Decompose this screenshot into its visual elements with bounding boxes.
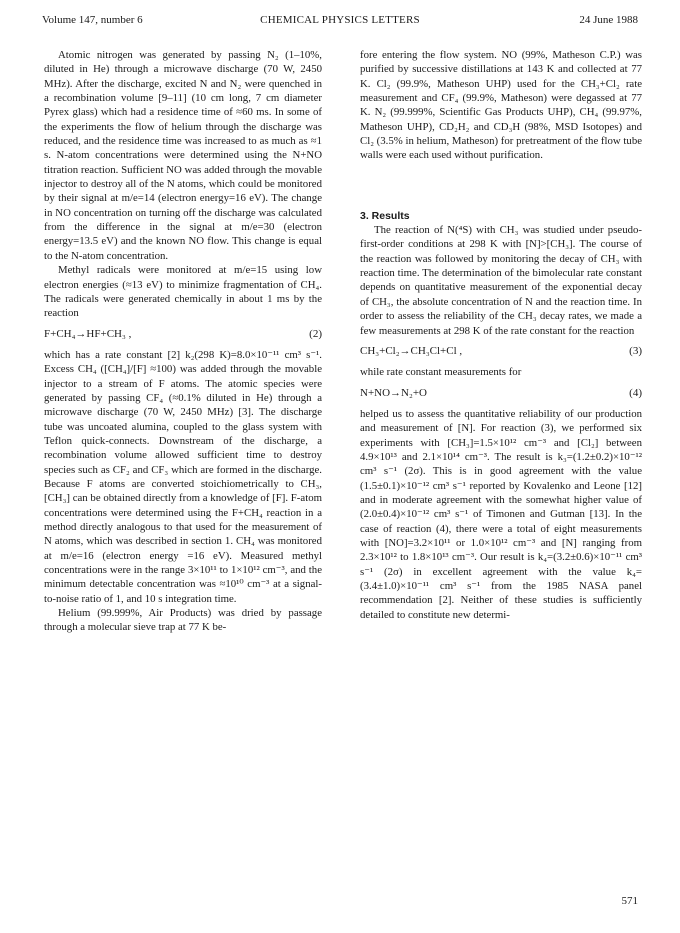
equation-2-number: (2) [309,327,322,340]
paragraph-purification: fore entering the flow system. NO (99%, Matheson C.P.) was purified by successive distillations at 143 K and collected at 77 K. Cl₂ (99.9%, Matheson UHP) used for the CH₃+Cl₂ rate measurement and CF₄ (99.9%, Matheson) were degassed at 77 K. N₂ (99.999%, Scientific Gas Products UHP), CH₄ (99.97%, Matheson UHP), CD₂H₂ and CD₃H (98%, MSD Isotopes) and Cl₂ (3.5% in helium, Matheson) for pretreatment of the flow tube walls were each used without purification. [360,49,643,162]
paragraph-rate-constant: which has a rate constant [2] k₂(298 K)=8.0×10⁻¹¹ cm³ s⁻¹. Excess CH₄ ([CH₄]/[F] ≈100) was added through the movable injector to a stream of F atoms. The atomic species were generated by passing CF₄ (≈0.1% diluted in He) through a microwave discharge (70 W, 2450 MHz) [3]. The discharge tube was uncoated alumina, coupled to the glass system with Teflon quick-connects. Downstream of the discharge, a recombination volume allowed sufficient time to destroy species such as CF₂ and CF₃ which are formed in the discharge. Because F atoms are converted stoichiometrically to CH₃, [CH₃] can be obtained directly from a knowledge of [F]. F-atom concentrations were determined using the F+CH₄ reaction in a method directly analogous to that used for the measurement of N atoms, which was described in section 1. CH₄ was monitored at m/e=16 (electron energy =16 eV). Measured methyl concentrations were in the range 3×10¹¹ to 1×10¹² cm⁻³, and the minimum detectable concentration was ≈10¹⁰ cm⁻³ at a signal-to-noise ratio of 1, and 10 s integration time. [44,348,322,605]
issue-date: 24 June 1988 [579,14,638,26]
equation-3-text: CH₃+Cl₂→CH₃Cl+Cl , [360,344,463,357]
equation-3-number: (3) [629,344,642,357]
equation-2 [44,327,322,341]
right-column [360,48,642,622]
paragraph-nitrogen-generation: Atomic nitrogen was generated by passing N₂ (1–10%, diluted in He) through a microwave discharge (70 W, 2450 MHz). After the discharge, excited N and N₂ were quenched in a recombination volume [9–11] (10 cm long, 7 cm diameter Pyrex glass) which had a residence time of ≈60 ms. In some of the experiments the flow of helium through the discharge was reduced, and the residence time was increased to as much as ≈1 s. N-atom concentrations were determined using the N+NO titration reaction. Sufficient NO was added through the movable injector to destroy all of the N atoms, which could be monitored by their signal at m/e=14 (electron energy=16 eV). The change in NO concentration on turning off the discharge was calculated from the difference in the signal at m/e=30 (electron energy=13.5 eV) and the known NO flow. This change is equal to the N-atom concentration. [44,49,322,262]
section-heading-results: 3. Results [360,209,410,222]
page-number: 571 [621,895,638,907]
volume-label: Volume 147, number 6 [42,14,143,26]
left-column [44,48,322,635]
paragraph-results-intro: The reaction of N(⁴S) with CH₃ was studied under pseudo-first-order conditions at 298 K with [N]>[CH₃]. The course of the reaction was followed by monitoring the decay of CH₃ with reaction time. The determination of the bimolecular rate constant depends on quantitative measurement of the exponential decay of CH₃, the absolute concentration of N and the reaction time. In order to assess the reliability of the CH₃ decay rates, we made a few measurements at 298 K of the rate constant for the reaction [360,224,642,337]
journal-title: CHEMICAL PHYSICS LETTERS [260,14,420,26]
paragraph-methyl-radicals: Methyl radicals were monitored at m/e=15 using low electron energies (≈13 eV) to minimize fragmentation of CH₄. The radicals were generated chemically in about 1 ms by the reaction [44,264,322,320]
equation-4-text: N+NO→N₂+O [360,386,427,399]
equation-4-number: (4) [629,386,642,399]
paragraph-while: while rate constant measurements for [360,366,522,379]
running-header [42,14,638,30]
paragraph-helium: Helium (99.999%, Air Products) was dried by passage through a molecular sieve trap at 77 K be- [44,607,322,634]
equation-2-text: F+CH₄→HF+CH₃ , [44,327,132,340]
equation-3 [360,344,642,358]
equation-4 [360,386,642,400]
paragraph-reliability: helped us to assess the quantitative reliability of our production and measurement of [N]. For reaction (3), we performed six experiments with [CH₃]=1.5×10¹² cm⁻³ and [Cl₂] between 4.9×10¹³ and 2.1×10¹⁴ cm⁻³. The result is k₃=(1.2±0.2)×10⁻¹² cm³ s⁻¹ (2σ). This is in good agreement with the value (1.5±0.1)×10⁻¹² cm³ s⁻¹ reported by Kovalenko and Leone [12] and in moderate agreement with the somewhat higher value of (2.0±0.4)×10⁻¹² cm³ s⁻¹ of Timonen and Gutman [13]. In the case of reaction (4), there were a total of eight measurements with [NO]=3.2×10¹¹ or 1.0×10¹² cm⁻³ and [N] ranging from 2.3×10¹² to 1.8×10¹³ cm⁻³. Our result is k₄=(3.2±0.6)×10⁻¹¹ cm³ s⁻¹ (2σ) in excellent agreement with the value k₄=(3.4±1.0)×10⁻¹¹ cm³ s⁻¹ from the 1985 NASA panel recommendation [2]. Neither of these studies is sufficiently detailed to constitute new determi- [360,407,642,621]
